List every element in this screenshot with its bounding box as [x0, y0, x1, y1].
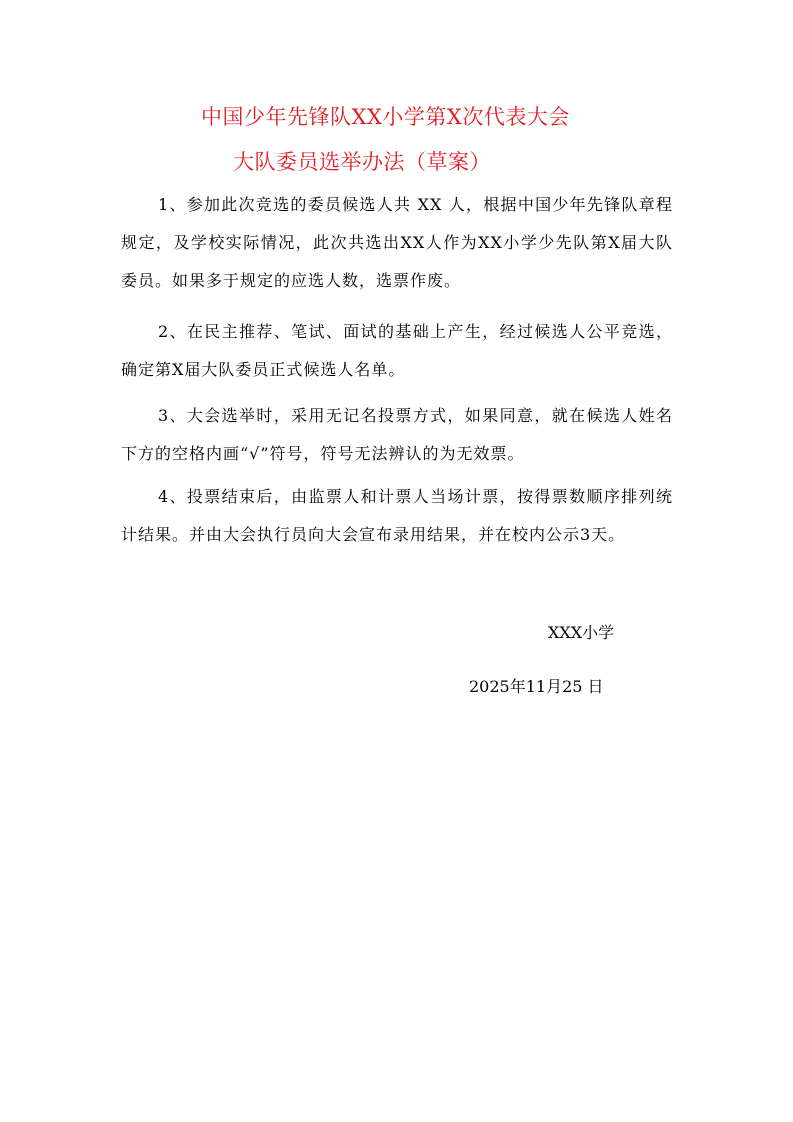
signature-school: XXX小学 — [548, 623, 615, 642]
paragraph-4: 4、投票结束后，由监票人和计票人当场计票，按得票数顺序排列统计结果。并由大会执行员向大会宣布录用结果，并在校内公示3天。 — [121, 487, 673, 544]
document-title-line-1: 中国少年先锋队XX小学第X次代表大会 — [201, 105, 570, 129]
paragraph-3: 3、大会选举时，采用无记名投票方式，如果同意，就在候选人姓名下方的空格内画“√”符号，符号无法辨认的为无效票。 — [121, 406, 673, 463]
document-title-line-2: 大队委员选举办法（草案） — [233, 150, 491, 174]
paragraph-2: 2、在民主推荐、笔试、面试的基础上产生，经过候选人公平竞选，确定第X届大队委员正式候选人名单。 — [121, 322, 673, 379]
paragraph-1: 1、参加此次竞选的委员候选人共 XX 人，根据中国少年先锋队章程规定，及学校实际情况，此次共选出XX人作为XX小学少先队第X届大队委员。如果多于规定的应选人数，选票作废。 — [121, 195, 673, 290]
signature-date: 2025年11月25 日 — [469, 677, 604, 696]
